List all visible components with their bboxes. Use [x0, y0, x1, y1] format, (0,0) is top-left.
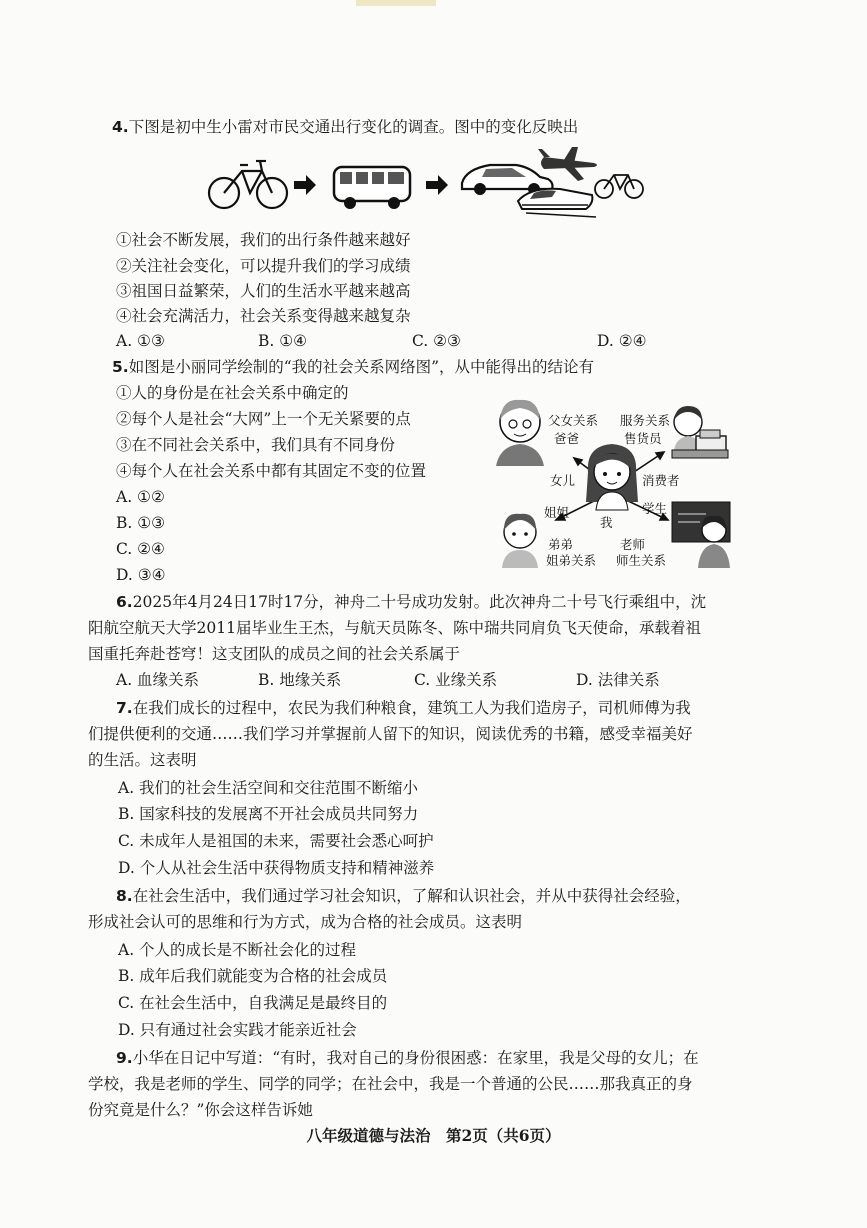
- q9-stem-line-1: 9.小华在日记中写道：“有时，我对自己的身份很困惑：在家里，我是父母的女儿；在: [116, 1049, 699, 1067]
- q5-statement-2: ②每个人是社会“大网”上一个无关紧要的点: [116, 410, 411, 428]
- q8-option-a[interactable]: A. 个人的成长是不断社会化的过程: [118, 941, 357, 959]
- q5-option-d[interactable]: D. ③④: [116, 566, 166, 584]
- q4-statement-1: ①社会不断发展，我们的出行条件越来越好: [116, 231, 411, 249]
- q6-stem-line-1: 6.2025年4月24日17时17分，神舟二十号成功发射。此次神舟二十号飞行乘组中，沈: [116, 593, 707, 611]
- q7-option-a[interactable]: A. 我们的社会生活空间和交往范围不断缩小: [118, 779, 419, 797]
- q4-statement-3: ③祖国日益繁荣，人们的生活水平越来越高: [116, 282, 411, 300]
- q5-option-c[interactable]: C. ②④: [116, 540, 165, 558]
- label-father-role: 爸爸: [554, 431, 580, 446]
- label-siblings-relationship: 姐弟关系: [546, 553, 597, 568]
- q7-stem-line-3: 的生活。这表明: [88, 751, 197, 769]
- q7-option-c[interactable]: C. 未成年人是祖国的未来，需要社会悉心呵护: [118, 832, 434, 850]
- q4-option-d[interactable]: D. ②④: [597, 332, 647, 350]
- q5-option-b[interactable]: B. ①③: [116, 514, 166, 532]
- q4-transport-illustration: [200, 143, 660, 223]
- q7-stem-line-2: 们提供便利的交通……我们学习并掌握前人留下的知识，阅读优秀的书籍，感受幸福美好: [88, 725, 693, 743]
- page-footer: 八年级道德与法治 第2页（共6页）: [306, 1126, 561, 1145]
- q6-stem-line-2: 阳航空航天大学2011届毕业生王杰，与航天员陈冬、陈中瑞共同肩负飞天使命，承载着祖: [88, 619, 701, 637]
- q5-statement-4: ④每个人在社会关系中都有其固定不变的位置: [116, 462, 427, 480]
- bicycle-icon: [209, 161, 287, 208]
- q6-option-a[interactable]: A. 血缘关系: [116, 671, 200, 689]
- q8-option-b[interactable]: B. 成年后我们就能变为合格的社会成员: [118, 967, 388, 985]
- top-edge-mark: [356, 0, 436, 6]
- q8-stem-line-1: 8.在社会生活中，我们通过学习社会知识，了解和认识社会，并从中获得社会经验，: [116, 887, 691, 905]
- label-daughter: 女儿: [550, 473, 576, 488]
- high-speed-train-icon: [518, 189, 596, 217]
- arrow-icon: [426, 175, 448, 195]
- q9-stem-line-2: 学校，我是老师的学生、同学的同学；在社会中，我是一个普通的公民……那我真正的身: [88, 1075, 693, 1093]
- q6-option-b[interactable]: B. 地缘关系: [258, 671, 342, 689]
- label-teacher-role: 老师: [620, 537, 646, 552]
- q7-option-d[interactable]: D. 个人从社会生活中获得物质支持和精神滋养: [118, 859, 435, 877]
- label-service-relationship: 服务关系: [620, 413, 671, 428]
- q5-option-a[interactable]: A. ①②: [116, 488, 165, 506]
- label-student: 学生: [642, 501, 668, 516]
- q6-option-d[interactable]: D. 法律关系: [576, 671, 660, 689]
- brother-figure-icon: [502, 514, 538, 568]
- q7-option-b[interactable]: B. 国家科技的发展离不开社会成员共同努力: [118, 805, 419, 823]
- label-sister: 姐姐: [544, 505, 570, 520]
- q9-stem-line-3: 份究竟是什么？”你会这样告诉她: [88, 1101, 313, 1119]
- q8-option-c[interactable]: C. 在社会生活中，自我满足是最终目的: [118, 994, 388, 1012]
- q4-option-a[interactable]: A. ①③: [116, 332, 165, 350]
- q7-stem-line-1: 7.在我们成长的过程中，农民为我们种粮食，建筑工人为我们造房子，司机师傅为我: [116, 699, 691, 717]
- label-brother-role: 弟弟: [548, 537, 574, 552]
- airplane-icon: [538, 147, 597, 181]
- label-teacher-student-relationship: 师生关系: [616, 553, 667, 568]
- bicycle-icon: [595, 175, 643, 198]
- q6-stem-line-3: 国重托奔赴苍穹！这支团队的成员之间的社会关系属于: [88, 645, 461, 663]
- label-salesperson-role: 售货员: [624, 431, 662, 446]
- arrow-icon: [294, 175, 316, 195]
- q4-stem: 4.下图是初中生小雷对市民交通出行变化的调查。图中的变化反映出: [112, 118, 579, 136]
- q5-statement-3: ③在不同社会关系中，我们具有不同身份: [116, 436, 396, 454]
- q5-relationship-diagram: [492, 392, 732, 572]
- girl-me-figure-icon: [586, 444, 638, 510]
- father-figure-icon: [496, 400, 544, 466]
- q5-statement-1: ①人的身份是在社会关系中确定的: [116, 384, 349, 402]
- bus-icon: [334, 167, 410, 209]
- label-me: 我: [600, 515, 613, 530]
- label-father-relationship: 父女关系: [548, 413, 599, 428]
- q4-option-b[interactable]: B. ①④: [258, 332, 308, 350]
- q6-option-c[interactable]: C. 业缘关系: [414, 671, 498, 689]
- q8-option-d[interactable]: D. 只有通过社会实践才能亲近社会: [118, 1021, 357, 1039]
- q4-statement-2: ②关注社会变化，可以提升我们的学习成绩: [116, 257, 411, 275]
- q5-stem: 5.如图是小丽同学绘制的“我的社会关系网络图”，从中能得出的结论有: [112, 358, 595, 376]
- label-consumer: 消费者: [642, 473, 680, 488]
- salesperson-figure-icon: [672, 406, 728, 458]
- q4-statement-4: ④社会充满活力，社会关系变得越来越复杂: [116, 307, 411, 325]
- q8-stem-line-2: 形成社会认可的思维和行为方式，成为合格的社会成员。这表明: [88, 913, 523, 931]
- teacher-figure-icon: [672, 502, 730, 568]
- q4-option-c[interactable]: C. ②③: [412, 332, 461, 350]
